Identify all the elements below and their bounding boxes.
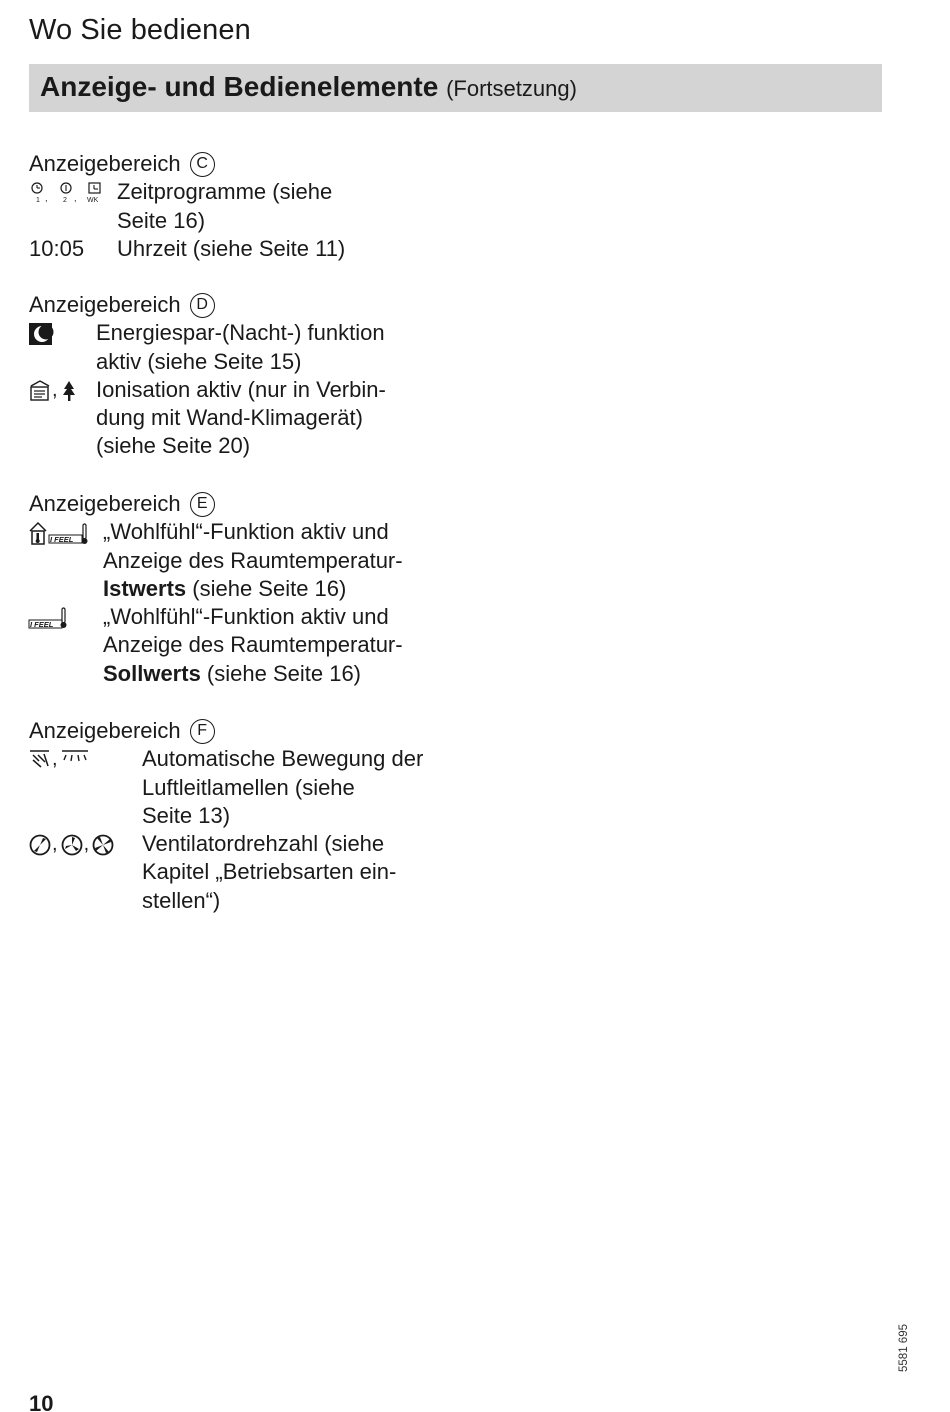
bold-term: Istwerts: [103, 575, 187, 601]
tree-icon: [61, 380, 77, 402]
document-number-text: 5581 695: [898, 1324, 910, 1372]
clock-sep-1: ,: [45, 193, 48, 204]
entry-description: [142, 745, 423, 830]
fan-high-icon: [92, 834, 114, 856]
document-number: [897, 1320, 911, 1376]
section-title: [40, 71, 577, 103]
area-f-heading: [29, 717, 423, 745]
ionisation-icons: [29, 376, 96, 461]
entry-time-programs: [29, 178, 345, 235]
louver-swing-icons: [29, 745, 142, 830]
entry-description: [103, 603, 403, 688]
separator: ,: [52, 833, 58, 856]
line: Kapitel „Betriebsarten ein-: [142, 859, 397, 885]
line: dung mit Wand-Klimagerät): [96, 405, 363, 431]
section-header-bar: [29, 64, 882, 112]
area-label: Anzeigebereich: [29, 292, 181, 317]
area-e-heading: [29, 490, 403, 518]
area-e: [29, 490, 403, 688]
entry-description: [96, 376, 386, 461]
area-letter-badge: D: [190, 293, 215, 318]
line: Ionisation aktiv (nur in Verbin-: [96, 376, 386, 402]
line: Anzeige des Raumtemperatur-: [103, 632, 403, 658]
area-c: [29, 150, 345, 263]
line: (siehe Seite 20): [96, 433, 251, 459]
area-d: [29, 291, 386, 461]
section-continuation: (Fortsetzung): [446, 76, 577, 101]
clock-icons-svg: [29, 182, 105, 204]
line: Energiespar-(Nacht-) funktion: [96, 320, 385, 346]
louver-horizontal-icon: [61, 749, 89, 765]
entry-clock-time: [29, 235, 345, 263]
entry-description: [142, 830, 396, 915]
line: Anzeige des Raumtemperatur-: [103, 547, 403, 573]
line-rest: (siehe Seite 16): [200, 660, 362, 686]
fan-low-icon: [29, 834, 51, 856]
line: aktiv (siehe Seite 15): [96, 348, 302, 374]
ifeel-svg: [29, 607, 69, 631]
area-letter-badge: C: [190, 152, 215, 177]
clock-wk-label: WK: [87, 197, 99, 205]
house-ifeel-svg: [29, 522, 89, 546]
area-label: Anzeigebereich: [29, 151, 181, 176]
line-rest: (siehe Seite 16): [186, 575, 347, 601]
fan-speed-icons: [29, 830, 142, 915]
separator: ,: [83, 833, 90, 856]
page-number: 10: [29, 1391, 54, 1412]
entry-comfort-actual: [29, 518, 403, 603]
ifeel-label: I FEEL: [30, 620, 54, 630]
louver-vertical-icon: [29, 749, 51, 769]
area-label: Anzeigebereich: [29, 491, 181, 516]
area-d-heading: [29, 291, 386, 319]
ifeel-thermometer-icon: [29, 603, 103, 688]
time-value: 10:05: [29, 235, 85, 261]
entry-description: [103, 518, 403, 603]
line: Seite 13): [142, 802, 231, 828]
ifeel-label: I FEEL: [50, 535, 74, 545]
separator: ,: [52, 378, 58, 401]
moon-icon-svg: [29, 323, 53, 345]
line: Luftleitlamellen (siehe: [142, 774, 355, 800]
area-letter-badge: E: [190, 492, 215, 517]
house-ifeel-thermometer-icon: [29, 518, 103, 603]
line: Zeitprogramme (siehe: [117, 179, 333, 205]
clock-1-label: 1: [36, 197, 40, 205]
entry-ionisation: [29, 376, 386, 461]
area-letter-badge: F: [190, 719, 215, 744]
entry-fan-speed: [29, 830, 423, 915]
section-title-text: Anzeige- und Bedienelemente: [40, 71, 439, 102]
entry-comfort-setpoint: [29, 603, 403, 688]
entry-description: [96, 319, 385, 376]
entry-energy-saving: [29, 319, 386, 376]
entry-louver-swing: [29, 745, 423, 830]
ionizer-box-icon: [29, 380, 51, 402]
line: Uhrzeit (siehe Seite 11): [117, 235, 346, 261]
line: [103, 660, 403, 688]
line: Automatische Bewegung der: [142, 746, 424, 772]
area-label: Anzeigebereich: [29, 718, 181, 743]
line: Seite 16): [117, 207, 206, 233]
bold-term: Sollwerts: [103, 660, 201, 686]
clock-2-label: 2: [63, 197, 67, 205]
separator: ,: [52, 748, 58, 771]
area-f: [29, 717, 423, 915]
line: stellen“): [142, 887, 221, 913]
line: „Wohlfühl“-Funktion aktiv und: [103, 519, 389, 545]
fan-medium-icon: [61, 834, 83, 856]
entry-description: [117, 178, 332, 235]
entry-description: [117, 235, 345, 263]
moon-icon: [29, 319, 96, 376]
line: Ventilatordrehzahl (siehe: [142, 831, 385, 857]
line: „Wohlfühl“-Funktion aktiv und: [103, 604, 389, 630]
clock-sep-2: ,: [74, 193, 77, 204]
line: [103, 575, 403, 603]
area-c-heading: [29, 150, 345, 178]
running-head: Wo Sie bedienen: [29, 14, 251, 46]
clock-program-icons: [29, 178, 117, 235]
